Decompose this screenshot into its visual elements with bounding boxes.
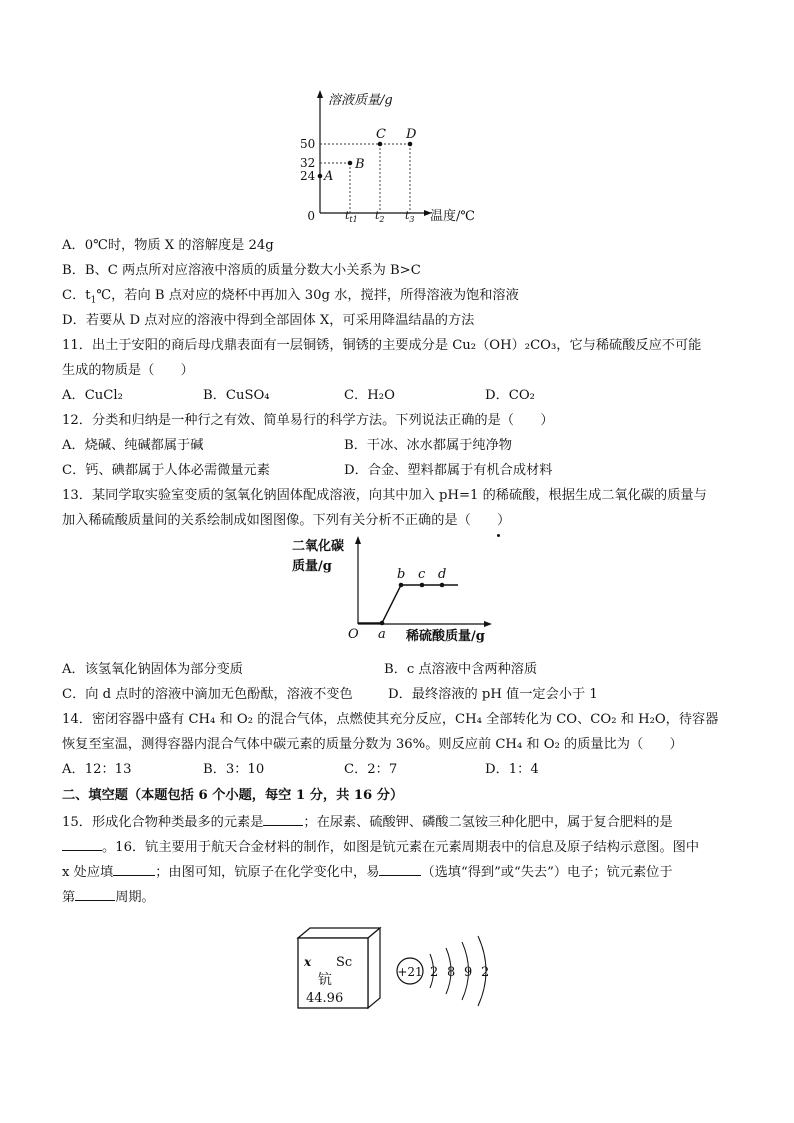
x-tick-t1: $t_{t1}$ [345, 209, 358, 224]
element-name: 钪 [318, 972, 332, 988]
point-a [380, 621, 385, 626]
element-symbol: Sc [336, 955, 353, 970]
q15-line1: 15．形成化合物种类最多的元素是 ；在尿素、硫酸钾、磷酸二氢铵三种化肥中，属于复合肥料的是 [62, 811, 673, 833]
q11-option-b: B．CuSO₄ [203, 388, 270, 403]
y-tick-50: 50 [300, 137, 316, 151]
figure-co2-mass-chart [288, 532, 508, 650]
atomic-mass: 44.96 [306, 991, 344, 1006]
point-label-B: B [355, 157, 365, 172]
q10-option-c: C．$t_1℃$，若向 B 点对应的烧杯中再加入 30g 水，搅拌，所得溶液为饱和溶液 [62, 288, 519, 306]
q13-option-c: C．向 d 点时的溶液中滴加无色酚酞，溶液不变色 [62, 687, 353, 702]
x-axis-label: 温度/℃ [430, 209, 475, 224]
q13-stem-line1: 13．某同学取实验室变质的氢氧化钠固体配成溶液，向其中加入 pH=1 的稀硫酸，根据生成二氧化碳的质量与 [62, 488, 707, 503]
q14-option-c: C．2：7 [344, 762, 398, 777]
point-label-A: A [324, 169, 334, 184]
q11-option-a: A．CuCl₂ [62, 388, 123, 403]
q12-option-b: B．干冰、冰水都属于纯净物 [344, 438, 512, 453]
stray-dot [497, 534, 500, 537]
nuclear-charge: +21 [397, 965, 423, 979]
q14-stem-line1: 14．密闭容器中盛有 CH₄ 和 O₂ 的混合气体，点燃使其充分反应，CH₄ 全部转化为 CO、CO₂ 和 H₂O，待容器 [62, 712, 719, 727]
q11-option-c: C．H₂O [344, 388, 395, 403]
figure-scandium-element [296, 924, 506, 1014]
section-heading: 二、填空题（本题包括 6 个小题，每空 1 分，共 16 分） [62, 788, 404, 803]
y-axis-label: 溶液质量/g [328, 93, 393, 108]
q14-option-d: D．1：4 [485, 762, 539, 777]
point-B [348, 161, 353, 166]
origin-label: 0 [307, 209, 315, 223]
q15-line2: 。16．钪主要用于航天合金材料的制作，如图是钪元素在元素周期表中的信息及原子结构示意图。图中 [62, 836, 699, 858]
point-label-d: d [438, 567, 447, 582]
point-A [318, 174, 323, 179]
q13-option-d: D．最终溶液的 pH 值一定会小于 1 [388, 687, 598, 702]
y-axis-label-line2: 质量/g [292, 559, 332, 574]
q11-stem-line1: 11．出土于安阳的商后母戊鼎表面有一层铜锈，铜锈的主要成分是 Cu₂（OH）₂CO₃，它与稀硫酸反应不可能 [62, 338, 702, 353]
q10-option-b: B．B、C 两点所对应溶液中溶质的质量分数大小关系为 B>C [62, 263, 421, 278]
y-tick-24: 24 [300, 169, 316, 183]
shell-1-electrons: 2 [430, 965, 439, 980]
y-axis-label-line1: 二氧化碳 [292, 539, 345, 554]
q16-line2: 第 周期。 [62, 886, 155, 908]
q12-option-a: A．烧碱、纯碱都属于碱 [62, 438, 204, 453]
q12-stem: 12．分类和归纳是一种行之有效、简单易行的科学方法。下列说法正确的是（ ） [62, 413, 554, 428]
q10-option-d: D．若要从 D 点对应的溶液中得到全部固体 X，可采用降温结晶的方法 [62, 313, 475, 328]
q13-stem-line2: 加入稀硫酸质量间的关系绘制成如图图像。下列有关分析不正确的是（ ） [62, 513, 511, 528]
x-tick-t3: $t_3$ [405, 209, 415, 224]
q13-option-a: A．该氢氧化钠固体为部分变质 [62, 662, 243, 677]
figure-solution-mass-chart [300, 88, 500, 228]
shell-4-electrons: 2 [481, 965, 490, 980]
q12-option-d: D．合金、塑料都属于有机合成材料 [344, 463, 553, 478]
shell-3-electrons: 9 [464, 965, 473, 980]
point-d [440, 583, 445, 588]
q14-option-a: A．12：13 [62, 762, 132, 777]
q16-line1: x 处应填 ；由图可知，钪原子在化学变化中，易 （选填“得到”或“失去”）电子；钪元素位于 [62, 861, 673, 883]
x-axis-label: 稀硫酸质量/g [406, 629, 485, 644]
point-label-C: C [376, 127, 386, 142]
point-label-D: D [406, 127, 417, 142]
point-C [378, 142, 383, 147]
point-b [399, 583, 404, 588]
x-tick-t2: $t_2$ [375, 209, 385, 224]
shell-2-electrons: 8 [447, 965, 456, 980]
point-label-b: b [397, 567, 406, 582]
point-label-c: c [418, 567, 426, 582]
q10-option-a: A．0℃时，物质 X 的溶解度是 24g [62, 238, 274, 253]
q14-stem-line2: 恢复至室温，测得容器内混合气体中碳元素的质量分数为 36%。则反应前 CH₄ 和 O₂ 的质量比为（ ） [62, 737, 683, 752]
origin-label: O [348, 627, 359, 642]
q11-option-d: D．CO₂ [485, 388, 535, 403]
point-D [408, 142, 413, 147]
point-label-a: a [378, 627, 386, 642]
point-c [420, 583, 425, 588]
y-tick-32: 32 [300, 156, 316, 170]
q12-option-c: C．钙、碘都属于人体必需微量元素 [62, 463, 270, 478]
atomic-number: x [304, 955, 312, 969]
q14-option-b: B．3：10 [203, 762, 265, 777]
q11-stem-line2: 生成的物质是（ ） [62, 363, 194, 378]
q13-option-b: B．c 点溶液中含两种溶质 [384, 662, 538, 677]
